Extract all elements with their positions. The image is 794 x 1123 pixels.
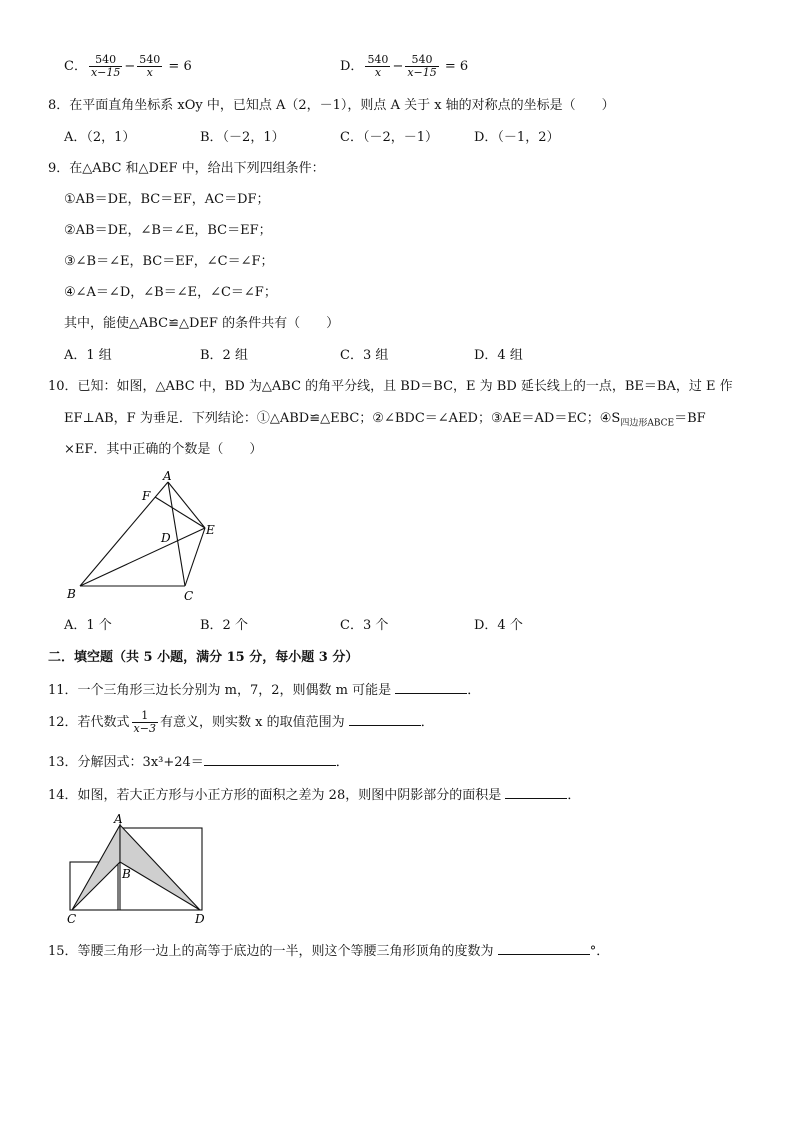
q15-end: °． [589, 944, 610, 959]
shaded-triangle-right [120, 825, 200, 910]
answer-blank[interactable] [204, 753, 336, 766]
q10-option-b: B．2 个 [200, 618, 248, 633]
answer-blank[interactable] [395, 681, 467, 694]
q7-option-d-label: D． [340, 59, 364, 74]
q14-figure [60, 810, 220, 930]
q8-stem: 8．在平面直角坐标系 xOy 中，已知点 A（2，－1），则点 A 关于 x 轴的对称点的坐标是（ ） [48, 98, 615, 113]
q7-option-d [340, 54, 468, 79]
q11 [48, 681, 480, 699]
label-a: A [114, 812, 123, 826]
q9-condition-1: ①AB＝DE，BC＝EF，AC＝DF； [64, 192, 270, 207]
q15-text: 15．等腰三角形一边上的高等于底边的一半，则这个等腰三角形顶角的度数为 [48, 944, 494, 959]
q11-text: 11．一个三角形三边长分别为 m，7，2，则偶数 m 可能是 [48, 683, 392, 698]
segment-ce [185, 528, 205, 586]
q10-option-d: D．4 个 [474, 618, 523, 633]
q12 [48, 710, 434, 736]
label-b: B [67, 587, 76, 601]
q8-option-d: D．（－1，2） [474, 130, 560, 145]
label-f: F [142, 489, 151, 503]
label-b: B [122, 867, 131, 881]
q10-line-2 [64, 411, 706, 432]
fraction-denominator: x−15 [90, 66, 121, 79]
q7-option-c-label: C． [64, 59, 87, 74]
q9-condition-2: ②AB＝DE，∠B＝∠E，BC＝EF； [64, 223, 272, 238]
q9-condition-4: ④∠A＝∠D，∠B＝∠E，∠C＝∠F； [64, 285, 277, 300]
fraction [89, 54, 122, 79]
fraction-numerator: 540 [89, 54, 122, 67]
label-e: E [206, 523, 215, 537]
fraction [137, 54, 162, 79]
q11-end: ． [467, 683, 481, 698]
fraction-numerator: 540 [139, 53, 161, 66]
minus-sign: − [392, 59, 404, 74]
segment-ae [168, 482, 205, 528]
fraction-numerator: 540 [367, 53, 389, 66]
fraction-denominator: x−15 [407, 66, 437, 79]
answer-blank[interactable] [349, 713, 421, 726]
q10-option-c: C．3 个 [340, 618, 389, 633]
q9-option-a: A．1 组 [64, 348, 112, 363]
q13-text: 13．分解因式：3x³+24＝ [48, 755, 204, 770]
q9-stem: 9．在△ABC 和△DEF 中，给出下列四组条件： [48, 161, 325, 176]
q13 [48, 753, 349, 771]
fraction-numerator: 540 [405, 54, 438, 67]
q12-post: 有意义，则实数 x 的取值范围为 [159, 715, 345, 730]
q10-figure [60, 468, 230, 608]
q8-option-a: A．（2，1） [64, 130, 136, 145]
q10-line-2-end: ＝BF [674, 411, 706, 426]
label-a: A [163, 469, 172, 483]
label-c: C [184, 589, 194, 603]
q8-option-b: B．（－2，1） [200, 130, 285, 145]
q10-line-1: 10．已知：如图，△ABC 中，BD 为△ABC 的角平分线，且 BD＝BC，E 为 BD 延长线上的一点，BE＝BA，过 E 作 [48, 379, 733, 394]
q14-end: ． [567, 788, 581, 803]
q9-option-b: B．2 组 [200, 348, 248, 363]
fraction [405, 54, 438, 79]
section-heading: 二．填空题（共 5 小题，满分 15 分，每小题 3 分） [48, 650, 359, 665]
q10-option-a: A．1 个 [64, 618, 112, 633]
segment-be [80, 528, 205, 586]
q13-end: ． [335, 755, 349, 770]
q14 [48, 786, 580, 804]
q10-line-3: ×EF．其中正确的个数是（ ） [64, 442, 263, 457]
q9-option-c: C．3 组 [340, 348, 389, 363]
q9-question: 其中，能使△ABC≌△DEF 的条件共有（ ） [64, 316, 340, 331]
answer-blank[interactable] [505, 786, 567, 799]
q10-area-subscript: 四边形ABCE [620, 418, 675, 429]
label-d: D [195, 912, 205, 926]
minus-sign: − [124, 59, 136, 74]
fraction-numerator: 1 [132, 710, 158, 723]
q14-text: 14．如图，若大正方形与小正方形的面积之差为 28，则图中阴影部分的面积是 [48, 788, 502, 803]
label-c: C [67, 912, 77, 926]
q15 [48, 942, 609, 960]
fraction [132, 710, 158, 735]
segment-fe [155, 497, 205, 528]
shaded-triangle-left [72, 825, 120, 910]
q7-option-c [64, 54, 192, 79]
q8-option-c: C．（－2，－1） [340, 130, 438, 145]
fraction-denominator: x [146, 66, 153, 79]
fraction [365, 54, 390, 79]
answer-blank[interactable] [498, 942, 590, 955]
q9-option-d: D．4 组 [474, 348, 523, 363]
q9-condition-3: ③∠B＝∠E，BC＝EF，∠C＝∠F； [64, 254, 274, 269]
label-d: D [161, 531, 171, 545]
q10-line-2-text: EF⊥AB，F 为垂足．下列结论：①△ABD≌△EBC；②∠BDC＝∠AED；③AE＝AD＝EC；④S [64, 411, 621, 426]
segment-ba [80, 482, 168, 586]
fraction-denominator: x−3 [133, 722, 156, 735]
equation-rhs: = 6 [444, 59, 469, 74]
fraction-denominator: x [374, 66, 382, 79]
equation-rhs: = 6 [168, 59, 192, 74]
q12-pre: 12．若代数式 [48, 715, 130, 730]
q12-end: ． [420, 715, 434, 730]
